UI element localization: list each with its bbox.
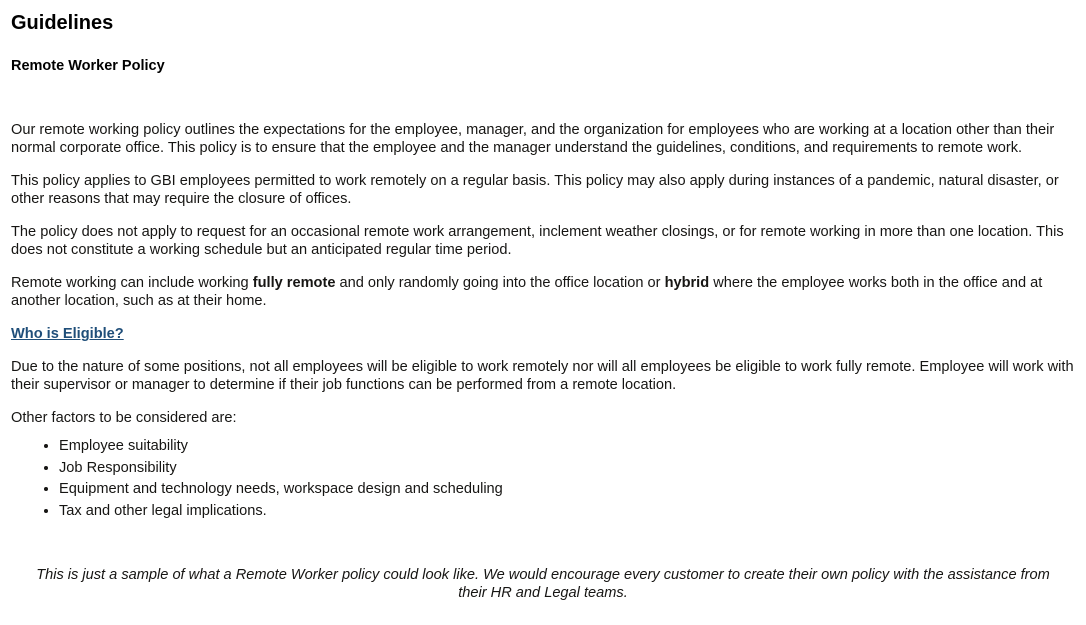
- hybrid-term: hybrid: [664, 275, 710, 291]
- who-is-eligible-link[interactable]: Who is Eligible?: [11, 326, 124, 342]
- text: and only randomly going into the office location or: [335, 275, 665, 291]
- list-item: • Equipment and technology needs, workspace design and scheduling: [59, 479, 1075, 501]
- policy-title: Remote Worker Policy: [11, 58, 165, 74]
- remote-types-paragraph: [11, 274, 1075, 310]
- factors-list: [11, 436, 1075, 522]
- fully-remote-term: fully remote: [252, 275, 336, 291]
- list-item: • Job Responsibility: [59, 458, 1075, 480]
- list-item: • Employee suitability: [59, 436, 1075, 458]
- scope-paragraph: This policy applies to GBI employees permitted to work remotely on a regular basis. This policy may also apply during instances of a pandemic, natural disaster, or other reasons that may require the closure of offices.: [11, 173, 1059, 207]
- disclaimer-note: This is just a sample of what a Remote Worker policy could look like. We would encourage every customer to create their own policy with the assistance from their HR and Legal teams.: [36, 567, 1050, 601]
- exclusion-paragraph: The policy does not apply to request for an occasional remote work arrangement, inclement weather closings, or for remote working in more than one location. This does not constitute a working schedule but an anticipated regular time period.: [11, 224, 1064, 258]
- eligibility-paragraph: Due to the nature of some positions, not all employees will be eligible to work remotely nor will all employees be eligible to work fully remote. Employee will work with their supervisor or manager to determine if their job functions can be performed from a remote location.: [11, 359, 1074, 393]
- page-title: Guidelines: [11, 12, 114, 34]
- text: Remote working can include working: [11, 275, 253, 291]
- intro-paragraph: Our remote working policy outlines the expectations for the employee, manager, and the organization for employees who are working at a location other than their normal corporate office. This policy is to ensure that the employee and the manager understand the guidelines, conditions, and requirements to remote work.: [11, 122, 1055, 156]
- text: where the employee works both in the office and at another location, such as at their home.: [11, 275, 1043, 309]
- list-item: • Tax and other legal implications.: [59, 501, 1075, 523]
- factors-intro: Other factors to be considered are:: [11, 410, 237, 426]
